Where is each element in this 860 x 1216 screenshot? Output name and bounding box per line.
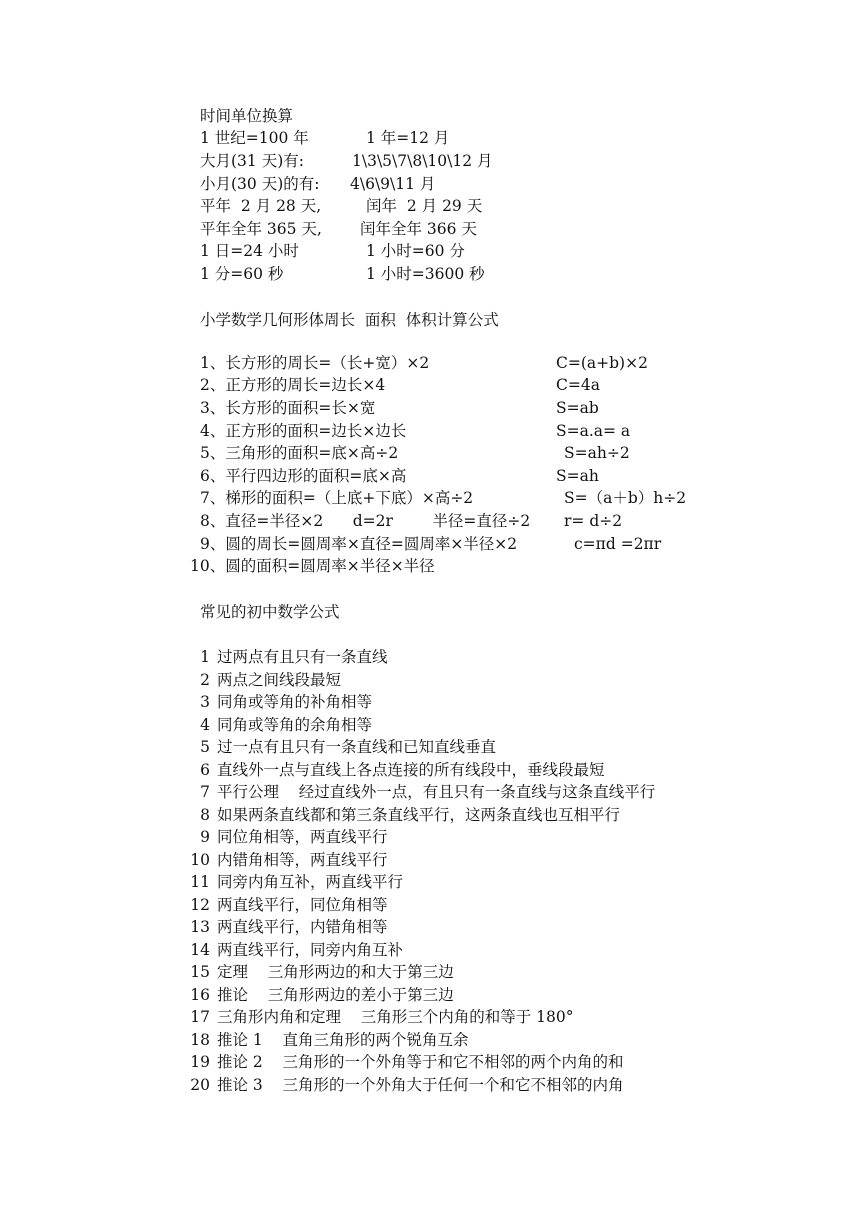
time-row-left: 1 分=60 秒 <box>200 265 284 283</box>
item-number: 17 <box>190 1008 210 1026</box>
formula-symbolic: r= d÷2 <box>564 512 623 530</box>
formula-symbolic: S=ah÷2 <box>564 444 630 462</box>
item-number: 15 <box>190 963 210 981</box>
section-title: 常见的初中数学公式 <box>200 603 340 621</box>
item-text: 三角形内角和定理 三角形三个内角的和等于 180° <box>217 1008 574 1026</box>
formula-text: 5、三角形的面积=底×高÷2 <box>200 444 399 462</box>
formula-symbolic: S=（a＋b）h÷2 <box>564 489 687 507</box>
formula-symbolic: C=(a+b)×2 <box>556 354 648 372</box>
item-text: 过一点有且只有一条直线和已知直线垂直 <box>217 738 497 756</box>
time-row-right: 1 小时=60 分 <box>366 242 465 260</box>
time-row-right: 1\3\5\7\8\10\12 月 <box>352 152 493 170</box>
formula-symbolic: S=a.a= a <box>556 422 631 440</box>
time-row-left: 平年全年 365 天, <box>200 220 322 238</box>
item-text: 两直线平行，同旁内角互补 <box>217 941 404 959</box>
time-row-left: 1 日=24 小时 <box>200 242 299 260</box>
item-text: 两直线平行，同位角相等 <box>217 896 388 914</box>
item-number: 9 <box>200 828 210 846</box>
formula-text: 10、圆的面积=圆周率×半径×半径 <box>190 557 435 575</box>
item-number: 11 <box>190 873 210 891</box>
item-number: 4 <box>200 716 210 734</box>
item-text: 同角或等角的余角相等 <box>217 716 373 734</box>
time-row-left: 大月(31 天)有: <box>200 152 304 170</box>
time-row-left: 1 世纪=100 年 <box>200 129 309 147</box>
formula-text: 9、圆的周长=圆周率×直径=圆周率×半径×2 <box>200 535 518 553</box>
time-row-right: 1 年=12 月 <box>366 129 450 147</box>
time-row-right: 闰年全年 366 天 <box>360 220 477 238</box>
item-number: 16 <box>190 986 210 1004</box>
item-text: 推论 3 三角形的一个外角大于任何一个和它不相邻的内角 <box>217 1076 624 1094</box>
time-row-right: 1 小时=3600 秒 <box>366 265 485 283</box>
item-text: 如果两条直线都和第三条直线平行，这两条直线也互相平行 <box>217 806 621 824</box>
item-number: 1 <box>200 648 210 666</box>
item-text: 同旁内角互补，两直线平行 <box>217 873 404 891</box>
item-text: 内错角相等，两直线平行 <box>217 851 388 869</box>
item-number: 3 <box>200 693 210 711</box>
section-title: 时间单位换算 <box>200 107 294 125</box>
item-text: 定理 三角形两边的和大于第三边 <box>217 963 454 981</box>
item-number: 10 <box>190 851 210 869</box>
formula-text: 3、长方形的面积=长×宽 <box>200 399 376 417</box>
item-text: 推论 2 三角形的一个外角等于和它不相邻的两个内角的和 <box>217 1053 624 1071</box>
formula-text: 4、正方形的面积=边长×边长 <box>200 422 407 440</box>
formula-symbolic: C=4a <box>556 376 600 394</box>
item-number: 13 <box>190 918 210 936</box>
item-text: 平行公理 经过直线外一点，有且只有一条直线与这条直线平行 <box>217 783 656 801</box>
item-text: 过两点有且只有一条直线 <box>217 648 388 666</box>
formula-text: 7、梯形的面积=（上底+下底）×高÷2 <box>200 489 474 507</box>
item-number: 12 <box>190 896 210 914</box>
item-number: 6 <box>200 761 210 779</box>
item-text: 同位角相等，两直线平行 <box>217 828 388 846</box>
item-number: 14 <box>190 941 210 959</box>
formula-symbolic: S=ah <box>556 467 599 485</box>
time-row-right: 4\6\9\11 月 <box>350 175 436 193</box>
time-row-left: 小月(30 天)的有: <box>200 175 320 193</box>
item-text: 同角或等角的补角相等 <box>217 693 373 711</box>
item-text: 推论 1 直角三角形的两个锐角互余 <box>217 1031 469 1049</box>
item-text: 直线外一点与直线上各点连接的所有线段中，垂线段最短 <box>217 761 605 779</box>
item-number: 2 <box>200 671 210 689</box>
formula-text: 8、直径=半径×2 d=2r 半径=直径÷2 <box>200 512 531 530</box>
item-number: 8 <box>200 806 210 824</box>
item-number: 20 <box>190 1076 210 1094</box>
formula-symbolic: c=πd =2πr <box>574 535 662 553</box>
item-number: 5 <box>200 738 210 756</box>
item-number: 18 <box>190 1031 210 1049</box>
formula-text: 1、长方形的周长=（长+宽）×2 <box>200 354 430 372</box>
time-row-left: 平年 2 月 28 天, <box>200 197 322 215</box>
formula-symbolic: S=ab <box>556 399 599 417</box>
section-title: 小学数学几何形体周长 面积 体积计算公式 <box>200 311 499 329</box>
item-number: 19 <box>190 1053 210 1071</box>
item-number: 7 <box>200 783 210 801</box>
formula-text: 2、正方形的周长=边长×4 <box>200 376 386 394</box>
item-text: 两直线平行，内错角相等 <box>217 918 388 936</box>
formula-text: 6、平行四边形的面积=底×高 <box>200 467 407 485</box>
item-text: 两点之间线段最短 <box>217 671 342 689</box>
time-row-right: 闰年 2 月 29 天 <box>366 197 483 215</box>
item-text: 推论 三角形两边的差小于第三边 <box>217 986 454 1004</box>
